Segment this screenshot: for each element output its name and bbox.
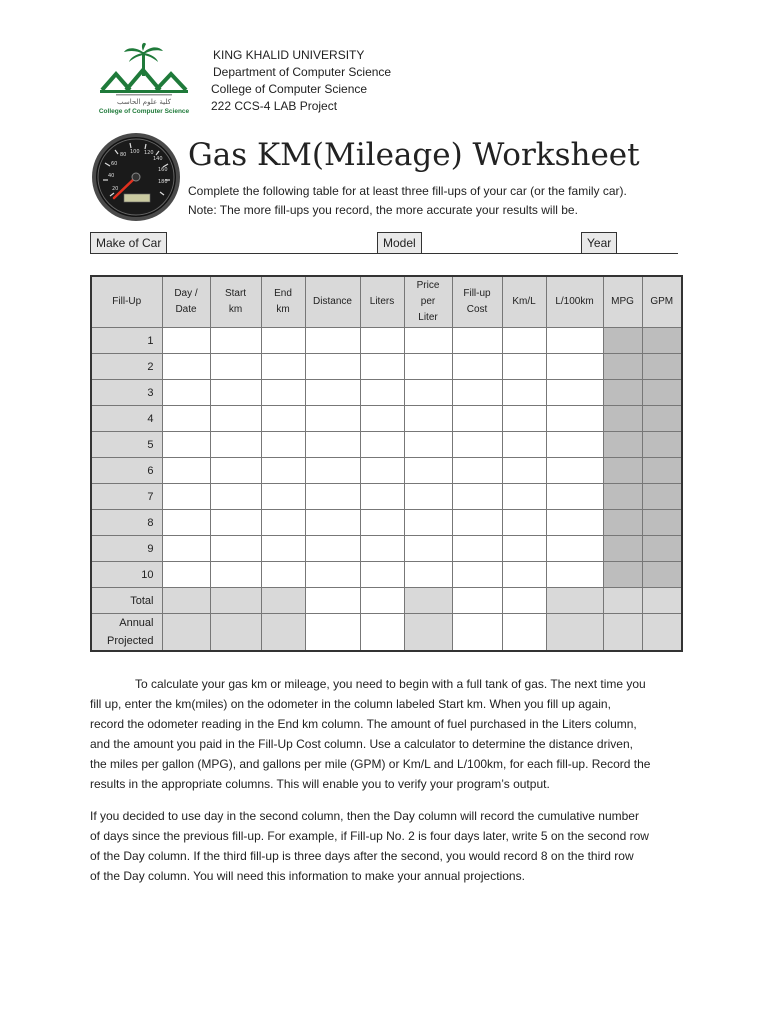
table-cell[interactable] [261,614,305,652]
table-cell[interactable] [210,536,261,562]
column-header-text: MPG [611,296,634,307]
table-cell[interactable] [162,328,210,354]
table-cell[interactable] [210,354,261,380]
table-cell[interactable] [162,406,210,432]
column-header-text: Distance [313,296,352,307]
row-label [91,458,162,484]
table-cell[interactable] [210,406,261,432]
svg-text:20: 20 [112,186,119,192]
table-cell[interactable] [642,484,682,510]
table-cell[interactable] [261,458,305,484]
table-cell[interactable] [502,432,546,458]
table-row [91,510,682,536]
car-info-row [90,232,678,254]
table-cell[interactable] [603,614,642,652]
table-cell[interactable] [261,380,305,406]
column-header [603,276,642,328]
table-cell[interactable] [642,380,682,406]
column-header [305,276,360,328]
row-label [91,562,162,588]
row-label [91,354,162,380]
table-cell[interactable] [452,380,502,406]
table-cell[interactable] [404,328,452,354]
table-row [91,588,682,614]
row-label-text: 3 [147,386,154,399]
table-cell[interactable] [502,510,546,536]
table-cell[interactable] [305,562,360,588]
table-cell[interactable] [642,406,682,432]
table-cell[interactable] [404,536,452,562]
table-cell[interactable] [502,536,546,562]
row-label-text: Annual [119,617,154,629]
table-cell[interactable] [642,536,682,562]
speedometer-image [90,132,182,222]
table-cell[interactable] [546,510,603,536]
table-cell[interactable] [210,510,261,536]
table-cell[interactable] [261,536,305,562]
row-label-text: 5 [147,438,154,451]
table-cell[interactable] [261,432,305,458]
column-header [642,276,682,328]
table-cell[interactable] [305,614,360,652]
row-label [91,328,162,354]
column-header-text: km [228,304,243,315]
make-of-car-label: Make of Car [90,232,167,254]
table-cell[interactable] [162,354,210,380]
table-cell[interactable] [162,562,210,588]
paragraph-line: record the odometer reading in the End km column. The amount of fuel purchased in the Liters column, [90,717,637,731]
table-cell[interactable] [546,406,603,432]
paragraph-line: If you decided to use day in the second column, then the Day column will record the cumulative number [90,809,639,823]
column-header-text: Km/L [512,296,536,307]
table-cell[interactable] [502,614,546,652]
table-cell[interactable] [546,562,603,588]
table-cell[interactable] [305,328,360,354]
table-cell[interactable] [305,536,360,562]
table-cell[interactable] [502,484,546,510]
row-label-text: 4 [147,412,154,425]
university-header [211,47,391,115]
table-cell[interactable] [603,588,642,614]
svg-text:120: 120 [144,150,154,156]
table-cell[interactable] [404,614,452,652]
table-cell[interactable] [642,588,682,614]
intro-text [188,182,627,220]
table-row [91,354,682,380]
paragraph-line: fill up, enter the km(miles) on the odometer in the column labeled Start km. When you fill up again, [90,697,611,711]
column-header [91,276,162,328]
table-cell[interactable] [603,484,642,510]
page-title: Gas KM(Mileage) Worksheet [188,137,640,173]
university-logo [96,42,192,118]
column-header-text: Fill-up [463,288,491,299]
table-row [91,328,682,354]
model-label: Model [377,232,422,254]
row-label [91,614,162,652]
table-cell[interactable] [162,458,210,484]
intro-line-2: Note: The more fill-ups you record, the more accurate your results will be. [188,203,578,217]
table-row [91,614,682,652]
column-header [261,276,305,328]
paragraph-line: of the Day column. If the third fill-up is three days after the second, you would record 8 on the third row [90,849,634,863]
table-cell[interactable] [210,458,261,484]
column-header [162,276,210,328]
column-header-text: Price [416,280,440,291]
table-cell[interactable] [210,588,261,614]
table-cell[interactable] [502,562,546,588]
table-cell[interactable] [162,588,210,614]
row-label [91,484,162,510]
table-cell[interactable] [603,536,642,562]
svg-text:100: 100 [130,149,140,155]
table-cell[interactable] [642,562,682,588]
table-cell[interactable] [502,406,546,432]
table-cell[interactable] [603,510,642,536]
row-label [91,432,162,458]
table-cell[interactable] [603,380,642,406]
table-cell[interactable] [642,354,682,380]
table-row [91,484,682,510]
svg-text:40: 40 [108,173,115,179]
table-cell[interactable] [452,536,502,562]
table-cell[interactable] [452,510,502,536]
table-cell[interactable] [546,484,603,510]
table-cell[interactable] [546,588,603,614]
table-cell[interactable] [360,588,404,614]
table-cell[interactable] [305,432,360,458]
table-cell[interactable] [305,380,360,406]
speedometer-icon [90,132,182,222]
table-cell[interactable] [546,458,603,484]
column-header-text: Day / [174,288,198,299]
paragraph-line: the miles per gallon (MPG), and gallons per mile (GPM) or Km/L and L/100km, for each fill-up. Record the [90,757,651,771]
table-cell[interactable] [452,588,502,614]
table-cell[interactable] [305,406,360,432]
table-cell[interactable] [261,328,305,354]
column-header-text: End [274,288,292,299]
table-cell[interactable] [452,328,502,354]
table-cell[interactable] [210,484,261,510]
table-row [91,536,682,562]
table-cell[interactable] [404,458,452,484]
table-cell[interactable] [452,562,502,588]
row-label-text: Projected [107,635,154,647]
table-cell[interactable] [546,328,603,354]
paragraph-line: results in the appropriate columns. This will enable you to verify your program’s output. [90,777,550,791]
column-header-text: Liter [418,312,438,323]
row-label-text: 8 [147,516,154,529]
table-cell[interactable] [502,458,546,484]
table-cell[interactable] [305,354,360,380]
table-cell[interactable] [642,458,682,484]
column-header-text: Fill-Up [112,296,142,307]
table-cell[interactable] [261,354,305,380]
table-cell[interactable] [642,432,682,458]
svg-text:كلية علوم الحاسب: كلية علوم الحاسب [117,98,171,106]
table-cell[interactable] [360,536,404,562]
row-label-text: 9 [147,542,154,555]
row-label [91,380,162,406]
table-cell[interactable] [546,614,603,652]
column-header [452,276,502,328]
table-cell[interactable] [502,588,546,614]
table-cell[interactable] [360,354,404,380]
table-cell[interactable] [642,614,682,652]
column-header-text: Liters [369,296,395,307]
paragraph-line: and the amount you paid in the Fill-Up Cost column. Use a calculator to determine the distance driven, [90,737,633,751]
svg-text:80: 80 [120,152,127,158]
table-cell[interactable] [162,432,210,458]
table-cell[interactable] [261,588,305,614]
row-label-text: Total [130,594,154,607]
table-cell[interactable] [452,432,502,458]
table-row [91,406,682,432]
row-label [91,588,162,614]
row-label-text: 1 [147,334,154,347]
table-cell[interactable] [603,432,642,458]
table-cell[interactable] [162,614,210,652]
svg-text:140: 140 [153,156,163,162]
table-cell[interactable] [305,588,360,614]
table-header-row [91,276,682,328]
table-cell[interactable] [452,484,502,510]
row-label [91,510,162,536]
project-name: 222 CCS-4 LAB Project [211,99,338,113]
row-label-text: 6 [147,464,154,477]
table-cell[interactable] [210,614,261,652]
svg-text:160: 160 [158,167,168,173]
table-cell[interactable] [210,432,261,458]
table-cell[interactable] [404,432,452,458]
table-cell[interactable] [360,328,404,354]
table-cell[interactable] [502,354,546,380]
row-label-text: 7 [147,490,154,503]
table-cell[interactable] [210,380,261,406]
instructions-paragraph-1 [90,674,680,794]
table-cell[interactable] [210,328,261,354]
column-header [210,276,261,328]
table-cell[interactable] [305,510,360,536]
column-header [404,276,452,328]
svg-text:College of Computer Science: College of Computer Science [98,108,190,115]
table-row [91,458,682,484]
column-header [502,276,546,328]
table-cell[interactable] [162,484,210,510]
instructions-paragraph-2 [90,806,680,886]
paragraph-line: of days since the previous fill-up. For example, if Fill-up No. 2 is four days later, write 5 on the second row [90,829,649,843]
column-header [546,276,603,328]
column-header-text: L/100km [555,296,594,307]
svg-text:60: 60 [111,161,118,167]
table-cell[interactable] [360,562,404,588]
table-cell[interactable] [603,328,642,354]
table-cell[interactable] [452,614,502,652]
table-cell[interactable] [546,380,603,406]
table-cell[interactable] [603,458,642,484]
table-body [91,328,682,652]
column-header-text: GPM [650,296,674,307]
table-cell[interactable] [162,380,210,406]
table-cell[interactable] [360,406,404,432]
college-name: College of Computer Science [211,82,368,96]
table-cell[interactable] [210,562,261,588]
row-label [91,536,162,562]
table-cell[interactable] [502,380,546,406]
table-cell[interactable] [360,484,404,510]
table-cell[interactable] [603,562,642,588]
table-cell[interactable] [502,328,546,354]
table-cell[interactable] [452,458,502,484]
table-cell[interactable] [404,406,452,432]
table-cell[interactable] [305,458,360,484]
table-cell[interactable] [261,562,305,588]
table-cell[interactable] [404,510,452,536]
table-cell[interactable] [360,510,404,536]
table-cell[interactable] [360,458,404,484]
university-name: KING KHALID UNIVERSITY [213,48,365,62]
row-label-text: 2 [147,360,154,373]
intro-line-1: Complete the following table for at least three fill-ups of your car (or the family car). [188,184,627,198]
year-label: Year [581,232,617,254]
row-label-text: 10 [141,568,154,581]
table-cell[interactable] [642,328,682,354]
table-cell[interactable] [360,614,404,652]
table-cell[interactable] [162,510,210,536]
column-header-text: Cost [466,304,488,315]
department-name: Department of Computer Science [213,65,392,79]
table-cell[interactable] [261,510,305,536]
table-cell[interactable] [404,562,452,588]
paragraph-line: of the Day column. You will need this information to make your annual projections. [90,869,525,883]
table-row [91,562,682,588]
table-cell[interactable] [162,536,210,562]
kku-college-logo-icon [96,42,192,118]
table-row [91,432,682,458]
column-header-text: Start [224,288,247,299]
table-cell[interactable] [452,406,502,432]
table-cell[interactable] [404,484,452,510]
column-header-text: km [276,304,290,315]
table-cell[interactable] [642,510,682,536]
paragraph-line: To calculate your gas km or mileage, you need to begin with a full tank of gas. The next time you [135,677,646,691]
table-cell[interactable] [261,406,305,432]
table-cell[interactable] [404,380,452,406]
table-cell[interactable] [404,588,452,614]
table-cell[interactable] [360,380,404,406]
svg-text:180: 180 [158,179,168,185]
column-header-text: per [420,296,436,307]
column-header-text: Date [175,304,197,315]
table-row [91,380,682,406]
row-label [91,406,162,432]
table-cell[interactable] [305,484,360,510]
table-cell[interactable] [603,406,642,432]
table-cell[interactable] [360,432,404,458]
table-cell[interactable] [603,354,642,380]
table-cell[interactable] [546,536,603,562]
table-cell[interactable] [546,354,603,380]
table-cell[interactable] [404,354,452,380]
table-cell[interactable] [452,354,502,380]
column-header [360,276,404,328]
fill-up-table [90,275,683,652]
table-cell[interactable] [546,432,603,458]
table-cell[interactable] [261,484,305,510]
